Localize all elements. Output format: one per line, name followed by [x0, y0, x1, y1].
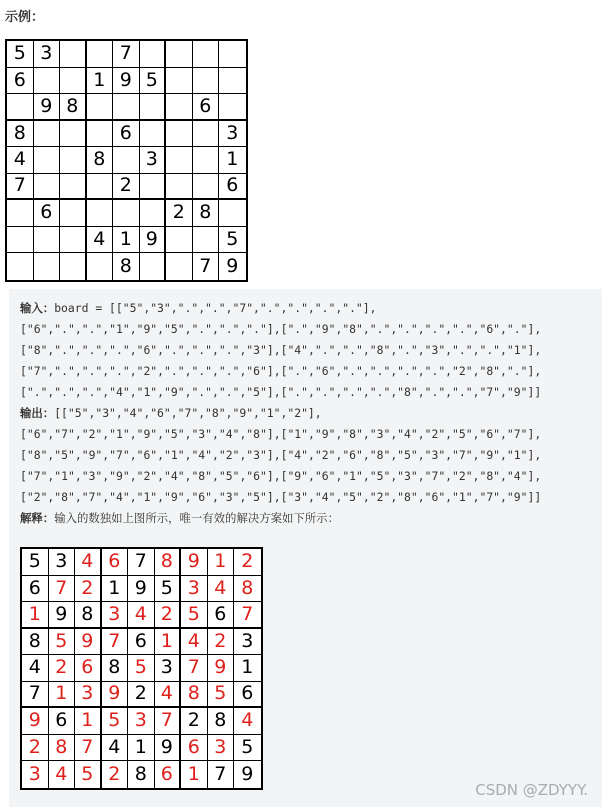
- solution-grid: [20, 547, 263, 790]
- sudoku-cell: [166, 174, 193, 201]
- sudoku-cell: 5: [140, 68, 167, 95]
- sudoku-cell: [193, 147, 220, 174]
- output-line: [20, 408, 322, 419]
- sudoku-cell: 7: [22, 682, 49, 709]
- sudoku-cell: [34, 68, 61, 95]
- sudoku-cell: [87, 94, 114, 121]
- input-line: ["6",".",".","1","9","5",".",".","."],[".","9","8",".",".",".",".","6","."],: [20, 322, 542, 336]
- sudoku-cell: [219, 94, 246, 121]
- sudoku-cell: 9: [49, 602, 76, 629]
- sudoku-cell: 2: [155, 602, 182, 629]
- sudoku-cell: 7: [208, 761, 235, 788]
- sudoku-cell: [113, 94, 140, 121]
- sudoku-cell: 4: [102, 735, 129, 762]
- sudoku-cell: 7: [49, 576, 76, 603]
- sudoku-cell: 5: [181, 602, 208, 629]
- sudoku-cell: 8: [155, 549, 182, 576]
- sudoku-cell: 9: [226, 254, 239, 277]
- sudoku-cell: 1: [181, 761, 208, 788]
- sudoku-cell: [60, 174, 87, 201]
- sudoku-cell: 5: [234, 735, 261, 762]
- sudoku-cell: [193, 121, 220, 148]
- sudoku-cell: 1: [208, 549, 235, 576]
- input-line: [20, 303, 377, 314]
- puzzle-grid: [5, 39, 248, 282]
- sudoku-cell: 7: [128, 549, 155, 576]
- sudoku-cell: 6: [219, 174, 246, 201]
- sudoku-cell: [166, 68, 193, 95]
- sudoku-cell: 1: [234, 655, 261, 682]
- sudoku-cell: 5: [102, 708, 129, 735]
- sudoku-cell: 9: [140, 227, 167, 254]
- input-line: ["7",".",".",".","2",".",".",".","6"],[".","6",".",".",".",".","2","8","."],: [20, 364, 542, 378]
- sudoku-cell: 9: [181, 549, 208, 576]
- sudoku-cell: 8: [75, 602, 102, 629]
- sudoku-cell: 3: [34, 41, 61, 68]
- sudoku-cell: 1: [22, 602, 49, 629]
- sudoku-cell: [166, 147, 193, 174]
- sudoku-cell: 5: [7, 41, 34, 68]
- sudoku-cell: 6: [22, 576, 49, 603]
- sudoku-cell: [219, 68, 246, 95]
- sudoku-cell: 7: [155, 708, 182, 735]
- sudoku-cell: 2: [49, 655, 76, 682]
- sudoku-cell: [60, 41, 87, 68]
- sudoku-cell: 3: [75, 682, 102, 709]
- sudoku-cell: 7: [75, 735, 102, 762]
- sudoku-cell: 2: [75, 576, 102, 603]
- explain-label: 解释：: [20, 511, 55, 525]
- sudoku-cell: 9: [34, 94, 61, 121]
- sudoku-cell: [60, 200, 87, 227]
- sudoku-cell: 9: [75, 629, 102, 656]
- sudoku-cell: 8: [22, 629, 49, 656]
- sudoku-cell: [140, 253, 167, 280]
- sudoku-cell: 4: [87, 227, 114, 254]
- explain-text: 输入的数独如上图所示，唯一有效的解决方案如下所示：: [54, 511, 339, 525]
- sudoku-cell: 1: [49, 682, 76, 709]
- sudoku-cell: 3: [128, 708, 155, 735]
- sudoku-cell: [113, 147, 140, 174]
- sudoku-cell: 2: [113, 174, 140, 201]
- sudoku-cell: 8: [193, 200, 220, 227]
- sudoku-cell: 4: [75, 549, 102, 576]
- sudoku-cell: 6: [7, 68, 34, 95]
- sudoku-cell: 4: [7, 147, 34, 174]
- sudoku-cell: 9: [113, 68, 140, 95]
- sudoku-cell: 3: [181, 576, 208, 603]
- sudoku-cell: 9: [128, 576, 155, 603]
- sudoku-cell: [34, 121, 61, 148]
- sudoku-cell: 3: [219, 121, 246, 148]
- output-line: ["6","7","2","1","9","5","3","4","8"],["1","9","8","3","4","2","5","6","7"],: [20, 427, 542, 441]
- sudoku-cell: 6: [49, 708, 76, 735]
- sudoku-cell: 2: [22, 735, 49, 762]
- sudoku-cell: 4: [181, 629, 208, 656]
- sudoku-cell: 6: [128, 629, 155, 656]
- sudoku-cell: 1: [219, 147, 246, 174]
- sudoku-cell: 5: [22, 549, 49, 576]
- output-line: ["2","8","7","4","1","9","6","3","5"],["3","4","5","2","8","6","1","7","9"]]: [20, 490, 542, 504]
- sudoku-cell: 7: [113, 41, 140, 68]
- sudoku-cell: 5: [208, 682, 235, 709]
- sudoku-cell: [140, 174, 167, 201]
- sudoku-cell: [60, 227, 87, 254]
- sudoku-cell: [87, 121, 114, 148]
- sudoku-cell: 4: [234, 708, 261, 735]
- sudoku-cell: 6: [181, 735, 208, 762]
- sudoku-cell: 1: [113, 227, 140, 254]
- sudoku-cell: [193, 227, 220, 254]
- sudoku-cell: [34, 227, 61, 254]
- sudoku-cell: [140, 121, 167, 148]
- sudoku-cell: [166, 253, 193, 280]
- sudoku-cell: [60, 147, 87, 174]
- sudoku-cell: 6: [234, 682, 261, 709]
- sudoku-cell: 3: [102, 602, 129, 629]
- sudoku-cell: 2: [102, 761, 129, 788]
- sudoku-cell: 3: [208, 735, 235, 762]
- sudoku-cell: 3: [140, 147, 167, 174]
- sudoku-cell: [7, 200, 34, 227]
- sudoku-cell: 4: [49, 761, 76, 788]
- sudoku-cell: 8: [128, 761, 155, 788]
- sudoku-cell: 6: [193, 94, 220, 121]
- sudoku-cell: [113, 200, 140, 227]
- sudoku-cell: 3: [155, 655, 182, 682]
- output-label: 输出：: [20, 406, 55, 420]
- sudoku-cell: 4: [208, 576, 235, 603]
- sudoku-cell: 7: [234, 602, 261, 629]
- sudoku-cell: [219, 200, 246, 227]
- sudoku-cell: [219, 41, 246, 68]
- sudoku-cell: 9: [241, 762, 254, 785]
- sudoku-cell: 6: [113, 121, 140, 148]
- sudoku-cell: 3: [234, 629, 261, 656]
- sudoku-cell: [7, 253, 34, 280]
- sudoku-cell: [87, 41, 114, 68]
- sudoku-cell: 9: [208, 655, 235, 682]
- sudoku-cell: [34, 174, 61, 201]
- sudoku-cell: 7: [7, 174, 34, 201]
- example-heading: 示例：: [5, 10, 45, 25]
- sudoku-cell: [34, 147, 61, 174]
- sudoku-cell: [140, 94, 167, 121]
- sudoku-cell: [166, 41, 193, 68]
- sudoku-cell: 8: [234, 576, 261, 603]
- sudoku-cell: 8: [60, 94, 87, 121]
- sudoku-cell: 1: [155, 629, 182, 656]
- sudoku-cell: 8: [49, 735, 76, 762]
- sudoku-cell: 1: [128, 735, 155, 762]
- sudoku-cell: 2: [234, 549, 261, 576]
- sudoku-cell: 4: [155, 682, 182, 709]
- sudoku-cell: [193, 68, 220, 95]
- sudoku-cell: 2: [128, 682, 155, 709]
- sudoku-cell: [87, 200, 114, 227]
- sudoku-cell: 5: [128, 655, 155, 682]
- sudoku-cell: [7, 227, 34, 254]
- output-line: ["7","1","3","9","2","4","8","5","6"],["9","6","1","5","3","7","2","8","4"],: [20, 469, 542, 483]
- sudoku-cell: 8: [113, 253, 140, 280]
- sudoku-cell: [60, 121, 87, 148]
- sudoku-cell: [166, 227, 193, 254]
- sudoku-cell: 8: [102, 655, 129, 682]
- output-code: [["5","3","4","6","7","8","9","1","2"],: [54, 406, 322, 420]
- sudoku-cell: [193, 174, 220, 201]
- sudoku-cell: 6: [75, 655, 102, 682]
- sudoku-cell: [7, 94, 34, 121]
- sudoku-cell: [166, 121, 193, 148]
- sudoku-cell: [140, 41, 167, 68]
- sudoku-cell: 3: [22, 761, 49, 788]
- sudoku-cell: 1: [102, 576, 129, 603]
- sudoku-cell: 6: [102, 549, 129, 576]
- sudoku-cell: 1: [75, 708, 102, 735]
- input-label: 输入：: [20, 301, 55, 315]
- sudoku-cell: [87, 174, 114, 201]
- sudoku-cell: 4: [22, 655, 49, 682]
- sudoku-cell: [34, 253, 61, 280]
- sudoku-cell: 2: [166, 200, 193, 227]
- sudoku-cell: 2: [208, 629, 235, 656]
- input-line: ["8",".",".",".","6",".",".",".","3"],["4",".",".","8",".","3",".",".","1"],: [20, 343, 542, 357]
- sudoku-cell: 4: [128, 602, 155, 629]
- input-line: [".",".",".","4","1","9",".",".","5"],[".",".",".",".","8",".",".","7","9"]]: [20, 385, 542, 399]
- sudoku-cell: 9: [155, 735, 182, 762]
- sudoku-cell: 3: [49, 549, 76, 576]
- sudoku-cell: 5: [219, 227, 246, 254]
- sudoku-cell: [193, 41, 220, 68]
- sudoku-cell: [140, 200, 167, 227]
- explanation-line: [20, 513, 339, 524]
- sudoku-cell: 5: [75, 761, 102, 788]
- sudoku-cell: [87, 253, 114, 280]
- sudoku-cell: 8: [87, 147, 114, 174]
- sudoku-cell: 6: [208, 602, 235, 629]
- sudoku-cell: 8: [208, 708, 235, 735]
- sudoku-cell: 5: [155, 576, 182, 603]
- sudoku-cell: 5: [49, 629, 76, 656]
- sudoku-cell: 7: [102, 629, 129, 656]
- sudoku-cell: 9: [102, 682, 129, 709]
- output-line: ["8","5","9","7","6","1","4","2","3"],["4","2","6","8","5","3","7","9","1"],: [20, 448, 542, 462]
- input-code: board = [["5","3",".",".","7",".",".",".","."],: [54, 301, 377, 315]
- sudoku-cell: [166, 94, 193, 121]
- sudoku-cell: 1: [87, 68, 114, 95]
- sudoku-cell: 8: [181, 682, 208, 709]
- sudoku-cell: 7: [193, 253, 220, 280]
- sudoku-cell: 8: [7, 121, 34, 148]
- sudoku-cell: 9: [22, 708, 49, 735]
- sudoku-cell: [60, 68, 87, 95]
- sudoku-cell: [60, 253, 87, 280]
- sudoku-cell: 6: [155, 761, 182, 788]
- sudoku-cell: 7: [181, 655, 208, 682]
- watermark: CSDN @ZDYYY.: [475, 781, 588, 799]
- sudoku-cell: 6: [34, 200, 61, 227]
- sudoku-cell: 2: [181, 708, 208, 735]
